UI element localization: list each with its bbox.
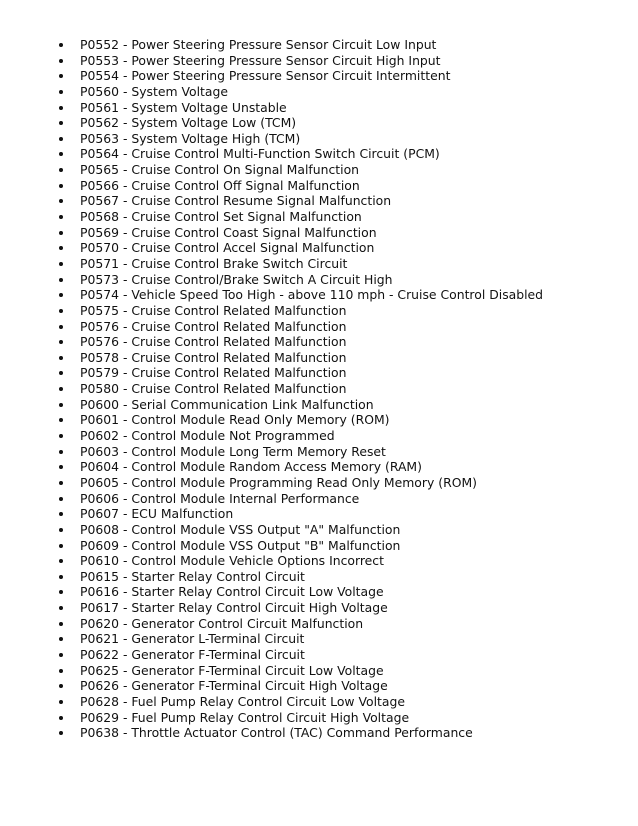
list-item — [56, 178, 626, 194]
list-item-text: P0628 - Fuel Pump Relay Control Circuit Low Voltage — [80, 693, 405, 709]
bullet-icon — [59, 684, 63, 688]
list-item — [56, 412, 626, 428]
list-item — [56, 334, 626, 350]
list-item — [56, 303, 626, 319]
list-item-text: P0604 - Control Module Random Access Memory (RAM) — [80, 459, 422, 475]
bullet-icon — [59, 544, 63, 548]
list-item — [56, 397, 626, 413]
dtc-code-list — [56, 37, 626, 741]
list-item-text: P0570 - Cruise Control Accel Signal Malfunction — [80, 240, 375, 256]
list-item-text: P0629 - Fuel Pump Relay Control Circuit High Voltage — [80, 709, 410, 725]
bullet-icon — [59, 606, 63, 610]
bullet-icon — [59, 622, 63, 626]
bullet-icon — [59, 43, 63, 47]
list-item-text: P0626 - Generator F-Terminal Circuit High Voltage — [80, 678, 388, 694]
list-item-text: P0616 - Starter Relay Control Circuit Low Voltage — [80, 584, 384, 600]
list-item — [56, 600, 626, 616]
list-item-text: P0576 - Cruise Control Related Malfunction — [80, 318, 347, 334]
list-item-text: P0552 - Power Steering Pressure Sensor Circuit Low Input — [80, 37, 437, 52]
list-item-text: P0615 - Starter Relay Control Circuit — [80, 568, 305, 584]
list-item-text: P0553 - Power Steering Pressure Sensor Circuit High Input — [80, 52, 441, 68]
list-item-text: P0568 - Cruise Control Set Signal Malfunction — [80, 209, 362, 225]
list-item — [56, 53, 626, 69]
list-item — [56, 710, 626, 726]
list-item — [56, 647, 626, 663]
list-item — [56, 100, 626, 116]
list-item-text: P0565 - Cruise Control On Signal Malfunction — [80, 162, 360, 178]
bullet-icon — [59, 450, 63, 454]
bullet-icon — [59, 731, 63, 735]
bullet-icon — [59, 121, 63, 125]
list-item — [56, 350, 626, 366]
list-item-text: P0620 - Generator Control Circuit Malfunction — [80, 615, 364, 631]
bullet-icon — [59, 418, 63, 422]
bullet-icon — [59, 559, 63, 563]
list-item-text: P0569 - Cruise Control Coast Signal Malfunction — [80, 224, 377, 240]
list-item-text: P0562 - System Voltage Low (TCM) — [80, 115, 297, 131]
list-item-text: P0600 - Serial Communication Link Malfunction — [80, 396, 374, 412]
bullet-icon — [59, 106, 63, 110]
list-item-text: P0621 - Generator L-Terminal Circuit — [80, 631, 305, 647]
list-item — [56, 381, 626, 397]
bullet-icon — [59, 653, 63, 657]
list-item — [56, 522, 626, 538]
bullet-icon — [59, 231, 63, 235]
list-item-text: P0563 - System Voltage High (TCM) — [80, 130, 301, 146]
list-item-text: P0575 - Cruise Control Related Malfunction — [80, 302, 347, 318]
list-item-text: P0566 - Cruise Control Off Signal Malfunction — [80, 177, 360, 193]
list-item-text: P0638 - Throttle Actuator Control (TAC) Command Performance — [80, 725, 473, 741]
list-item — [56, 193, 626, 209]
bullet-icon — [59, 262, 63, 266]
bullet-icon — [59, 434, 63, 438]
list-item — [56, 569, 626, 585]
bullet-icon — [59, 168, 63, 172]
list-item-text: P0605 - Control Module Programming Read Only Memory (ROM) — [80, 474, 477, 490]
list-item — [56, 37, 626, 53]
bullet-icon — [59, 575, 63, 579]
list-item — [56, 319, 626, 335]
bullet-icon — [59, 371, 63, 375]
list-item-text: P0561 - System Voltage Unstable — [80, 99, 287, 115]
bullet-icon — [59, 669, 63, 673]
list-item — [56, 209, 626, 225]
bullet-icon — [59, 700, 63, 704]
bullet-icon — [59, 387, 63, 391]
list-item-text: P0617 - Starter Relay Control Circuit High Voltage — [80, 600, 388, 616]
bullet-icon — [59, 215, 63, 219]
list-item — [56, 84, 626, 100]
list-item — [56, 538, 626, 554]
list-item — [56, 444, 626, 460]
list-item-text: P0606 - Control Module Internal Performance — [80, 490, 360, 506]
list-item — [56, 131, 626, 147]
list-item — [56, 272, 626, 288]
list-item-text: P0601 - Control Module Read Only Memory (ROM) — [80, 412, 390, 428]
bullet-icon — [59, 199, 63, 203]
bullet-icon — [59, 184, 63, 188]
list-item — [56, 225, 626, 241]
list-item — [56, 115, 626, 131]
bullet-icon — [59, 481, 63, 485]
list-item — [56, 506, 626, 522]
bullet-icon — [59, 637, 63, 641]
list-item-text: P0571 - Cruise Control Brake Switch Circuit — [80, 255, 348, 271]
list-item — [56, 553, 626, 569]
list-item-text: P0602 - Control Module Not Programmed — [80, 428, 335, 444]
list-item-text: P0625 - Generator F-Terminal Circuit Low Voltage — [80, 662, 384, 678]
bullet-icon — [59, 716, 63, 720]
list-item — [56, 678, 626, 694]
list-item — [56, 240, 626, 256]
list-item — [56, 475, 626, 491]
list-item — [56, 287, 626, 303]
list-item-text: P0567 - Cruise Control Resume Signal Malfunction — [80, 193, 392, 209]
list-item — [56, 428, 626, 444]
bullet-icon — [59, 590, 63, 594]
list-item — [56, 256, 626, 272]
bullet-icon — [59, 528, 63, 532]
list-item-text: P0603 - Control Module Long Term Memory Reset — [80, 443, 386, 459]
list-item-text: P0564 - Cruise Control Multi-Function Switch Circuit (PCM) — [80, 146, 440, 162]
list-item — [56, 616, 626, 632]
list-item-text: P0560 - System Voltage — [80, 83, 228, 99]
bullet-icon — [59, 246, 63, 250]
list-item-text: P0609 - Control Module VSS Output "B" Malfunction — [80, 537, 401, 553]
list-item — [56, 459, 626, 475]
bullet-icon — [59, 497, 63, 501]
list-item-text: P0573 - Cruise Control/Brake Switch A Circuit High — [80, 271, 393, 287]
bullet-icon — [59, 340, 63, 344]
bullet-icon — [59, 325, 63, 329]
list-item-text: P0579 - Cruise Control Related Malfunction — [80, 365, 347, 381]
bullet-icon — [59, 90, 63, 94]
list-item — [56, 162, 626, 178]
list-item-text: P0554 - Power Steering Pressure Sensor Circuit Intermittent — [80, 68, 451, 84]
bullet-icon — [59, 59, 63, 63]
list-item-text: P0576 - Cruise Control Related Malfunction — [80, 334, 347, 350]
list-item — [56, 491, 626, 507]
list-item — [56, 631, 626, 647]
bullet-icon — [59, 512, 63, 516]
bullet-icon — [59, 309, 63, 313]
list-item — [56, 663, 626, 679]
list-item-text: P0608 - Control Module VSS Output "A" Malfunction — [80, 521, 401, 537]
list-item — [56, 68, 626, 84]
list-item-text: P0610 - Control Module Vehicle Options Incorrect — [80, 553, 384, 569]
bullet-icon — [59, 356, 63, 360]
list-item-text: P0580 - Cruise Control Related Malfunction — [80, 381, 347, 397]
list-item — [56, 725, 626, 741]
list-item — [56, 584, 626, 600]
bullet-icon — [59, 278, 63, 282]
bullet-icon — [59, 74, 63, 78]
bullet-icon — [59, 137, 63, 141]
list-item-text: P0578 - Cruise Control Related Malfunction — [80, 349, 347, 365]
list-item — [56, 694, 626, 710]
list-item-text: P0574 - Vehicle Speed Too High - above 110 mph - Cruise Control Disabled — [80, 287, 544, 303]
bullet-icon — [59, 403, 63, 407]
bullet-icon — [59, 152, 63, 156]
list-item-text: P0622 - Generator F-Terminal Circuit — [80, 646, 305, 662]
bullet-icon — [59, 465, 63, 469]
list-item-text: P0607 - ECU Malfunction — [80, 506, 234, 522]
list-item — [56, 146, 626, 162]
list-item — [56, 365, 626, 381]
bullet-icon — [59, 293, 63, 297]
